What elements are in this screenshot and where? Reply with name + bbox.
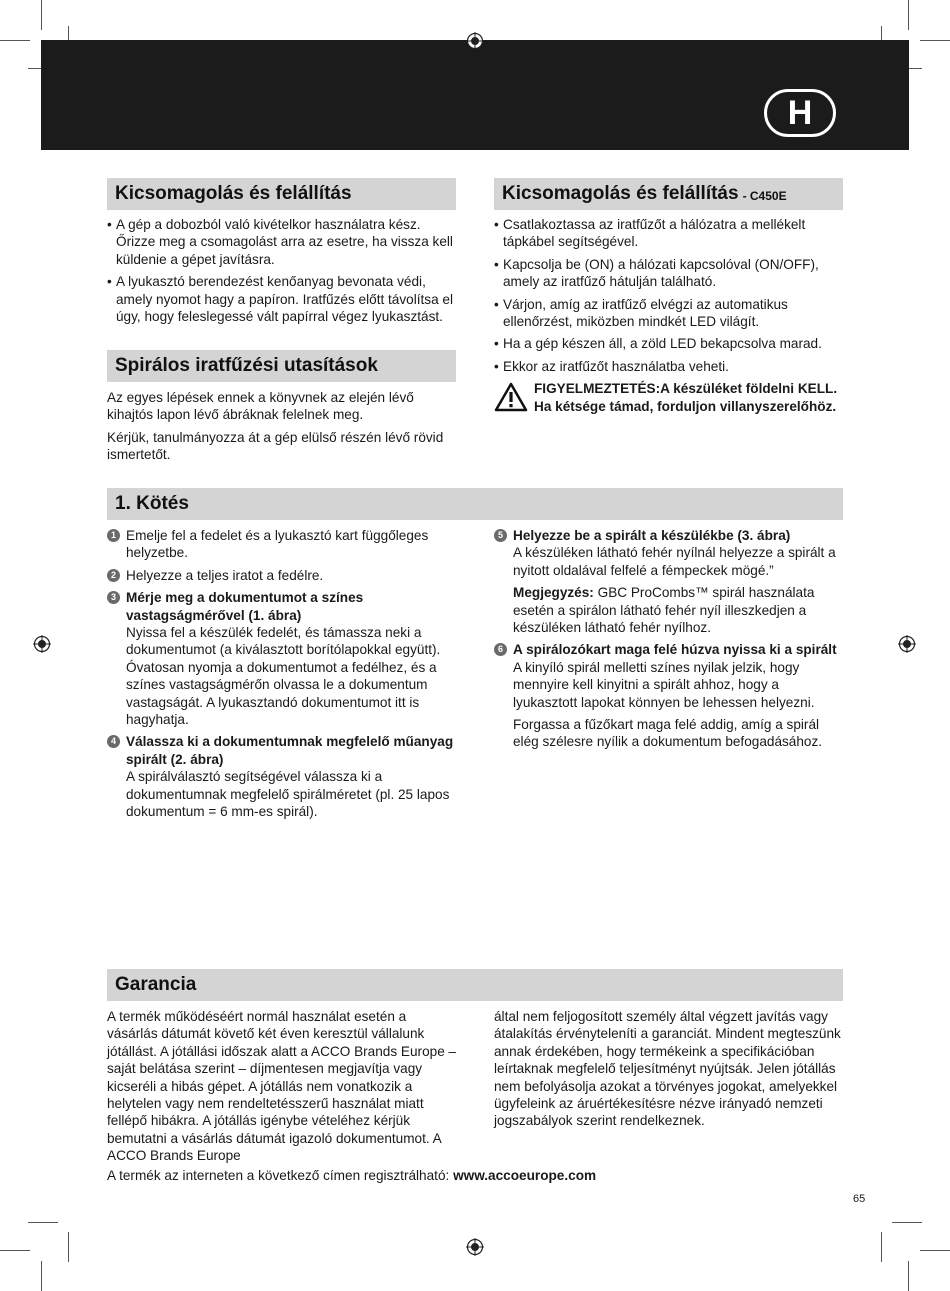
section-title-unpacking <box>107 178 456 210</box>
crop-mark <box>28 1222 58 1223</box>
crop-mark <box>0 40 30 41</box>
step-item <box>494 527 844 636</box>
section-title-text: Garancia <box>115 974 197 995</box>
note-label: Megjegyzés: <box>513 585 594 601</box>
crop-mark <box>0 1250 30 1251</box>
step-item <box>107 567 457 584</box>
section-title-spiral-instructions <box>107 350 456 382</box>
step-heading: Mérje meg a dokumentumot a színes vastagságmérővel (1. ábra) <box>126 590 364 623</box>
section-title-text: 1. Kötés <box>115 493 189 514</box>
step-heading: A spirálozókart maga felé húzva nyissa ki a spirált <box>513 642 837 658</box>
registration-mark-icon <box>33 635 51 653</box>
section-title-binding <box>107 488 843 520</box>
note-text: GBC ProCombs™ spirál használata esetén a spirálon látható fehér nyíl illeszkedjen a készüléken látható fehér nyílhoz. <box>513 585 815 636</box>
step-number-icon: 4 <box>107 735 120 748</box>
paragraph: Az egyes lépések ennek a könyvnek az elején lévő kihajtós lapon lévő ábráknak felelnek meg. <box>107 390 414 423</box>
section-title-text: Spirálos iratfűzési utasítások <box>115 355 378 376</box>
step-text: Helyezze a teljes iratot a fedélre. <box>126 567 324 583</box>
registration-line <box>107 1167 843 1184</box>
step-heading: Válassza ki a dokumentumnak megfelelő műanyag spirált (2. ábra) <box>126 734 454 767</box>
page-number: 65 <box>853 1193 866 1205</box>
list-item: • A lyukasztó berendezést kenőanyag bevonata védi, amely nyomot hagy a papíron. Iratfűzés előtt távolítsa el úgy, hogy feleslegessé vált papírral végez lyukasztást. <box>107 273 456 325</box>
paragraph: Kérjük, tanulmányozza át a gép elülső részén lévő rövid ismertetőt. <box>107 429 444 463</box>
warning-line: Ha kétsége támad, forduljon villanyszerelőhöz. <box>534 398 837 414</box>
registration-text: A termék az interneten a következő címen regisztrálható: <box>107 1168 454 1183</box>
step-number-icon: 3 <box>107 591 120 604</box>
step-item <box>494 641 844 750</box>
step-text: A kinyíló spirál melletti színes nyilak jelzik, hogy mennyire kell kinyitni a spirált ahhoz, hogy a lyukasztott lapokat könnyen be lehessen helyezni. <box>513 659 815 710</box>
step-text: A készüléken látható fehér nyílnál helyezze a spirált a nyitott oldalával felfelé a fémpeckek mögé.” <box>513 545 836 578</box>
step-item <box>107 589 457 728</box>
crop-mark <box>920 40 950 41</box>
registration-mark-icon <box>898 635 916 653</box>
registration-mark-icon <box>466 32 484 50</box>
step-number-icon: 5 <box>494 529 507 542</box>
model-suffix: - C450E <box>742 189 787 203</box>
grounding-warning <box>494 380 843 415</box>
list-item: • Ha a gép készen áll, a zöld LED bekapcsolva marad. <box>494 335 843 352</box>
step-heading: Helyezze be a spirált a készülékbe (3. ábra) <box>513 528 791 543</box>
crop-mark <box>920 1250 950 1251</box>
step-number-icon: 6 <box>494 643 507 656</box>
crop-mark <box>908 1261 909 1291</box>
crop-mark <box>68 1232 69 1262</box>
registration-url: www.accoeurope.com <box>453 1168 597 1183</box>
warranty-text-right: által nem feljogosított személy által végzett javítás vagy átalakítás érvényteleníti a garanciát. Mindent megteszünk annak érdekében, hogy termékeink a specifikációban leírtaknak megfelelő teljesítményt nyújtsák. Jelen jótállás nem befolyásolja azokat a törvényes jogokat, amelyekkel ügyfeleink az áruértékesítésre nézve irányadó nemzeti jogszabályok szerint rendelkeznek. <box>494 1009 841 1129</box>
step-text: Forgassa a fűzőkart maga felé addig, amíg a spirál elég szélesre nyílik a dokumentum befogadásához. <box>513 717 823 750</box>
step-note <box>513 584 844 636</box>
list-item: • Kapcsolja be (ON) a hálózati kapcsolóval (ON/OFF), amely az iratfűző hátulján található. <box>494 256 843 291</box>
step-number-icon: 1 <box>107 529 120 542</box>
step-text: A spirálválasztó segítségével válassza ki a dokumentumnak megfelelő spirálméretet (pl. 25 lapos dokumentum = 6 mm-es spirál). <box>126 769 450 820</box>
crop-mark <box>881 1232 882 1262</box>
binding-steps-right <box>494 527 844 756</box>
unpacking-list <box>107 216 456 330</box>
list-item: • Ekkor az iratfűzőt használatba veheti. <box>494 358 843 375</box>
warning-line: FIGYELMEZTETÉS:A készüléket földelni KELL. <box>534 381 838 397</box>
setup-list <box>494 216 843 415</box>
step-text: Nyissa fel a készülék fedelét, és támassza neki a dokumentumot (a kiválasztott borítólapokkal együtt). Óvatosan nyomja a dokumentumot a fedélhez, és a színes vastagságmérőn olvassa le a dokumentum vastagságát. A lyukasztandó dokumentumot itt is hagyhatja. <box>126 625 441 728</box>
step-item <box>107 527 457 562</box>
crop-mark <box>908 0 909 30</box>
section-title-text: Kicsomagolás és felállítás <box>502 183 739 204</box>
crop-mark <box>41 0 42 30</box>
warranty-text-left: A termék működéséért normál használat esetén a vásárlás dátumát követő két éven keresztül vállalunk jótállást. A jótállási időszak alatt a ACCO Brands Europe – saját belátása szerint – díjmentesen megjavítja vagy kicseréli a hibás gépet. A jótállás nem vonatkozik a helytelen vagy nem rendeltetésszerű használat miatt fellépő hibákra. A jótállás igénybe vételéhez kérjük bemutatni a vásárlás dátumát igazoló dokumentumot. A ACCO Brands Europe <box>107 1009 457 1164</box>
list-item: • Csatlakoztassa az iratfűzőt a hálózatra a mellékelt tápkábel segítségével. <box>494 216 843 251</box>
section-title-unpacking-c450e <box>494 178 843 210</box>
list-item: • Várjon, amíg az iratfűző elvégzi az automatikus ellenőrzést, miközben mindkét LED világít. <box>494 296 843 331</box>
warning-triangle-icon <box>494 382 528 412</box>
list-item: • A gép a dobozból való kivételkor használatra kész. Őrizze meg a csomagolást arra az esetre, ha vissza kell küldenie a gépet javításra. <box>107 216 456 268</box>
crop-mark <box>892 1222 922 1223</box>
spiral-instructions-text <box>107 389 456 469</box>
section-title-text: Kicsomagolás és felállítás <box>115 183 352 204</box>
step-number-icon: 2 <box>107 569 120 582</box>
crop-mark <box>41 1261 42 1291</box>
step-text: Emelje fel a fedelet és a lyukasztó kart függőleges helyzetbe. <box>126 528 429 561</box>
binding-steps-left <box>107 527 457 826</box>
language-badge: H <box>764 89 836 137</box>
section-title-warranty <box>107 969 843 1001</box>
step-item <box>107 733 457 820</box>
registration-mark-icon <box>466 1238 484 1256</box>
